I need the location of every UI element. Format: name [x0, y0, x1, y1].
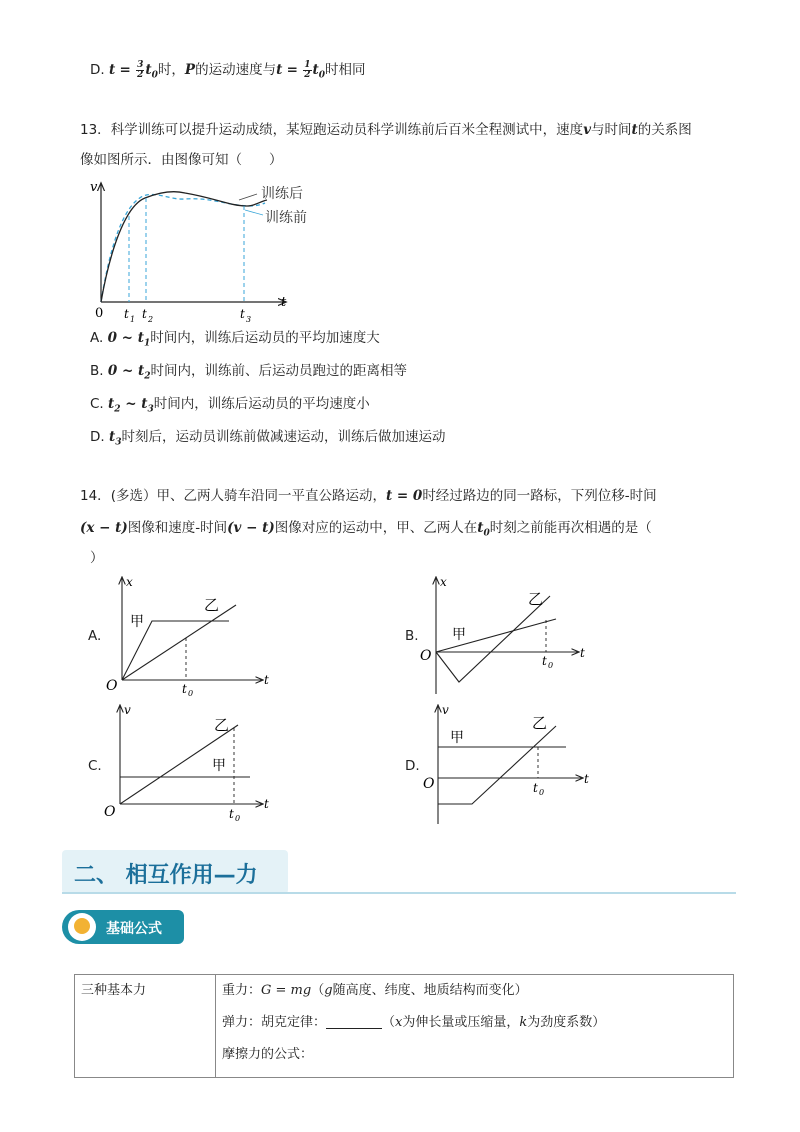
label-jia: 甲 [452, 627, 466, 643]
fraction [303, 61, 311, 80]
text: 时间内，训练后运动员的平均速度小 [153, 396, 370, 412]
text: 与时间 [591, 122, 632, 138]
label-yi: 乙 [532, 714, 548, 732]
text: 时刻之前能再次相遇的是（ [489, 520, 652, 536]
math-var: x [395, 1015, 403, 1030]
tick-t1: t [124, 307, 129, 321]
q14-graph-d [420, 700, 600, 828]
q14-graph-c-label: C. [88, 758, 102, 774]
math-var: t [477, 520, 484, 536]
q13-stem-line1 [80, 120, 692, 140]
x-axis-label: t [264, 797, 269, 811]
friction-formula: 摩擦力的公式： [222, 1047, 314, 1062]
math: t [108, 396, 115, 412]
math-sub: 2 [114, 404, 121, 415]
q13-option-c [90, 394, 370, 420]
origin-label: O [420, 648, 432, 664]
option-label: D. [90, 429, 105, 445]
math: t [108, 429, 116, 445]
q14-graph-c [104, 700, 284, 828]
q14-graph-a [104, 572, 284, 697]
frac-den: 2 [304, 69, 311, 80]
q14-graph-b [420, 572, 600, 700]
text: （ [311, 983, 325, 998]
math: G = mg [261, 983, 312, 998]
question-number: 14． [80, 488, 111, 504]
math-sub: 0 [318, 70, 326, 81]
math-var: v [583, 122, 592, 138]
leader-after [239, 194, 257, 200]
tick-t0-sub: 0 [188, 689, 194, 697]
q14-graph-a-label: A. [88, 628, 102, 644]
curve-after-training [101, 192, 267, 302]
y-axis-label: v [442, 703, 449, 717]
text: 弹力：胡克定律： [222, 1015, 327, 1030]
text: 时间内，训练后运动员的平均加速度大 [150, 330, 380, 346]
math-var: t [312, 62, 319, 78]
math-sub: 0 [151, 70, 158, 81]
q14-stem-line2 [80, 518, 652, 544]
math-var: t [108, 62, 116, 78]
math: 0 ~ t [107, 363, 145, 379]
question-number: 13． [80, 122, 111, 138]
math-var: t [145, 62, 152, 78]
option-label: C. [90, 396, 104, 412]
text: 时， [157, 62, 185, 78]
lightbulb-icon-fill [74, 918, 90, 934]
row-header: 三种基本力 [81, 983, 147, 998]
frac-den: 2 [137, 69, 144, 80]
tick-t1-sub: 1 [130, 315, 136, 324]
formula-table [74, 974, 734, 1078]
q12-option-d [90, 60, 366, 86]
basic-formula-tag-label: 基础公式 [106, 921, 162, 937]
tick-t0-sub: 0 [539, 788, 545, 797]
math: (x − t) [80, 520, 128, 536]
origin-label: O [106, 678, 118, 694]
text: 随高度、纬度、地质结构而变化） [332, 983, 528, 998]
tick-t0-sub: 0 [548, 661, 554, 670]
text: 科学训练可以提升运动成绩，某短跑运动员科学训练前后百米全程测试中，速度 [110, 122, 584, 138]
text: 时间内，训练前、后运动员跑过的距离相等 [150, 363, 407, 379]
table-row [75, 975, 734, 1078]
tick-t0-sub: 0 [235, 814, 241, 823]
text: 时刻后，运动员训练前做减速运动，训练后做加速运动 [121, 429, 446, 445]
label-before-training: 训练前 [265, 210, 307, 226]
label-yi: 乙 [204, 596, 220, 614]
math: t = 0 [385, 488, 423, 504]
y-axis-label: x [126, 575, 133, 589]
formula-cell [216, 975, 734, 1078]
math: (v − t) [227, 520, 275, 536]
row-header-cell [75, 975, 216, 1078]
label-jia: 甲 [450, 730, 464, 746]
q13-velocity-graph [85, 176, 325, 326]
math: 0 ~ t [107, 330, 144, 346]
origin-label: O [423, 776, 435, 792]
option-label: A. [90, 330, 104, 346]
q13-option-a [90, 328, 380, 354]
fraction [136, 61, 144, 80]
math-sub: 2 [144, 371, 151, 382]
text: 为伸长量或压缩量， [402, 1015, 520, 1030]
frac-num: 3 [137, 59, 144, 70]
math-var: k [519, 1015, 528, 1030]
math-eq: = [286, 62, 298, 78]
tick-t0: t [182, 682, 187, 696]
fill-in-blank[interactable] [326, 1014, 382, 1029]
origin-label: O [104, 804, 116, 820]
x-axis-label: t [584, 772, 589, 786]
section-divider [62, 892, 736, 894]
text: 图像和速度-时间 [127, 520, 228, 536]
math-var: t [276, 62, 283, 78]
math-eq: = [119, 62, 131, 78]
option-label: B. [90, 363, 104, 379]
leader-before [245, 210, 263, 215]
curve-before-training [101, 194, 265, 302]
x-axis-label: t [264, 673, 269, 687]
q14-stem-close: ） [90, 550, 104, 566]
label-jia: 甲 [212, 758, 226, 774]
x-axis-label: t [580, 646, 585, 660]
text: 的运动速度与 [195, 62, 277, 78]
q14-graph-b-label: B. [405, 628, 419, 644]
label-after-training: 训练后 [261, 186, 303, 202]
text: 的关系图 [637, 122, 692, 138]
x-axis-label: t [281, 295, 287, 310]
y-axis-label: x [440, 575, 447, 589]
origin-label: 0 [95, 306, 104, 321]
math-sub: 1 [143, 338, 151, 349]
tick-t3-sub: 3 [246, 315, 252, 324]
text: 重力： [222, 983, 262, 998]
gravity-formula [222, 981, 727, 1013]
math-sub: 0 [483, 528, 490, 539]
q13-option-b [90, 361, 407, 387]
math-var: t [631, 122, 638, 138]
elastic-formula [222, 1013, 727, 1045]
text: 为劲度系数） [527, 1015, 606, 1030]
math-var: g [324, 983, 333, 998]
section-title: 二、 相互作用—力 [74, 863, 258, 888]
text: 时相同 [325, 62, 366, 78]
q13-option-d [90, 427, 446, 453]
tick-t0: t [542, 654, 547, 668]
q14-graph-d-label: D. [405, 758, 420, 774]
tick-t2-sub: 2 [148, 315, 154, 324]
math-var: P [184, 62, 196, 78]
math: ~ t [120, 396, 148, 412]
label-yi: 乙 [528, 590, 544, 608]
option-label: D. [90, 62, 105, 78]
math-sub: 3 [147, 404, 154, 415]
label-jia: 甲 [130, 614, 144, 630]
y-axis-label: v [90, 180, 98, 195]
frac-num: 1 [304, 59, 311, 70]
text: 图像对应的运动中，甲、乙两人在 [274, 520, 478, 536]
label-yi: 乙 [214, 716, 230, 734]
text: 时经过路边的同一路标，下列位移-时间 [422, 488, 657, 504]
q13-stem-line2: 像如图所示．由图像可知（ ） [80, 152, 283, 168]
text: (多选）甲、乙两人骑车沿同一平直公路运动， [110, 488, 386, 504]
q14-stem-line1 [80, 486, 657, 506]
text: （ [382, 1015, 396, 1030]
tick-t2: t [142, 307, 147, 321]
tick-t3: t [240, 307, 245, 321]
tick-t0: t [229, 807, 234, 821]
y-axis-label: v [124, 703, 131, 717]
math-sub: 3 [115, 437, 122, 448]
tick-t0: t [533, 781, 538, 795]
